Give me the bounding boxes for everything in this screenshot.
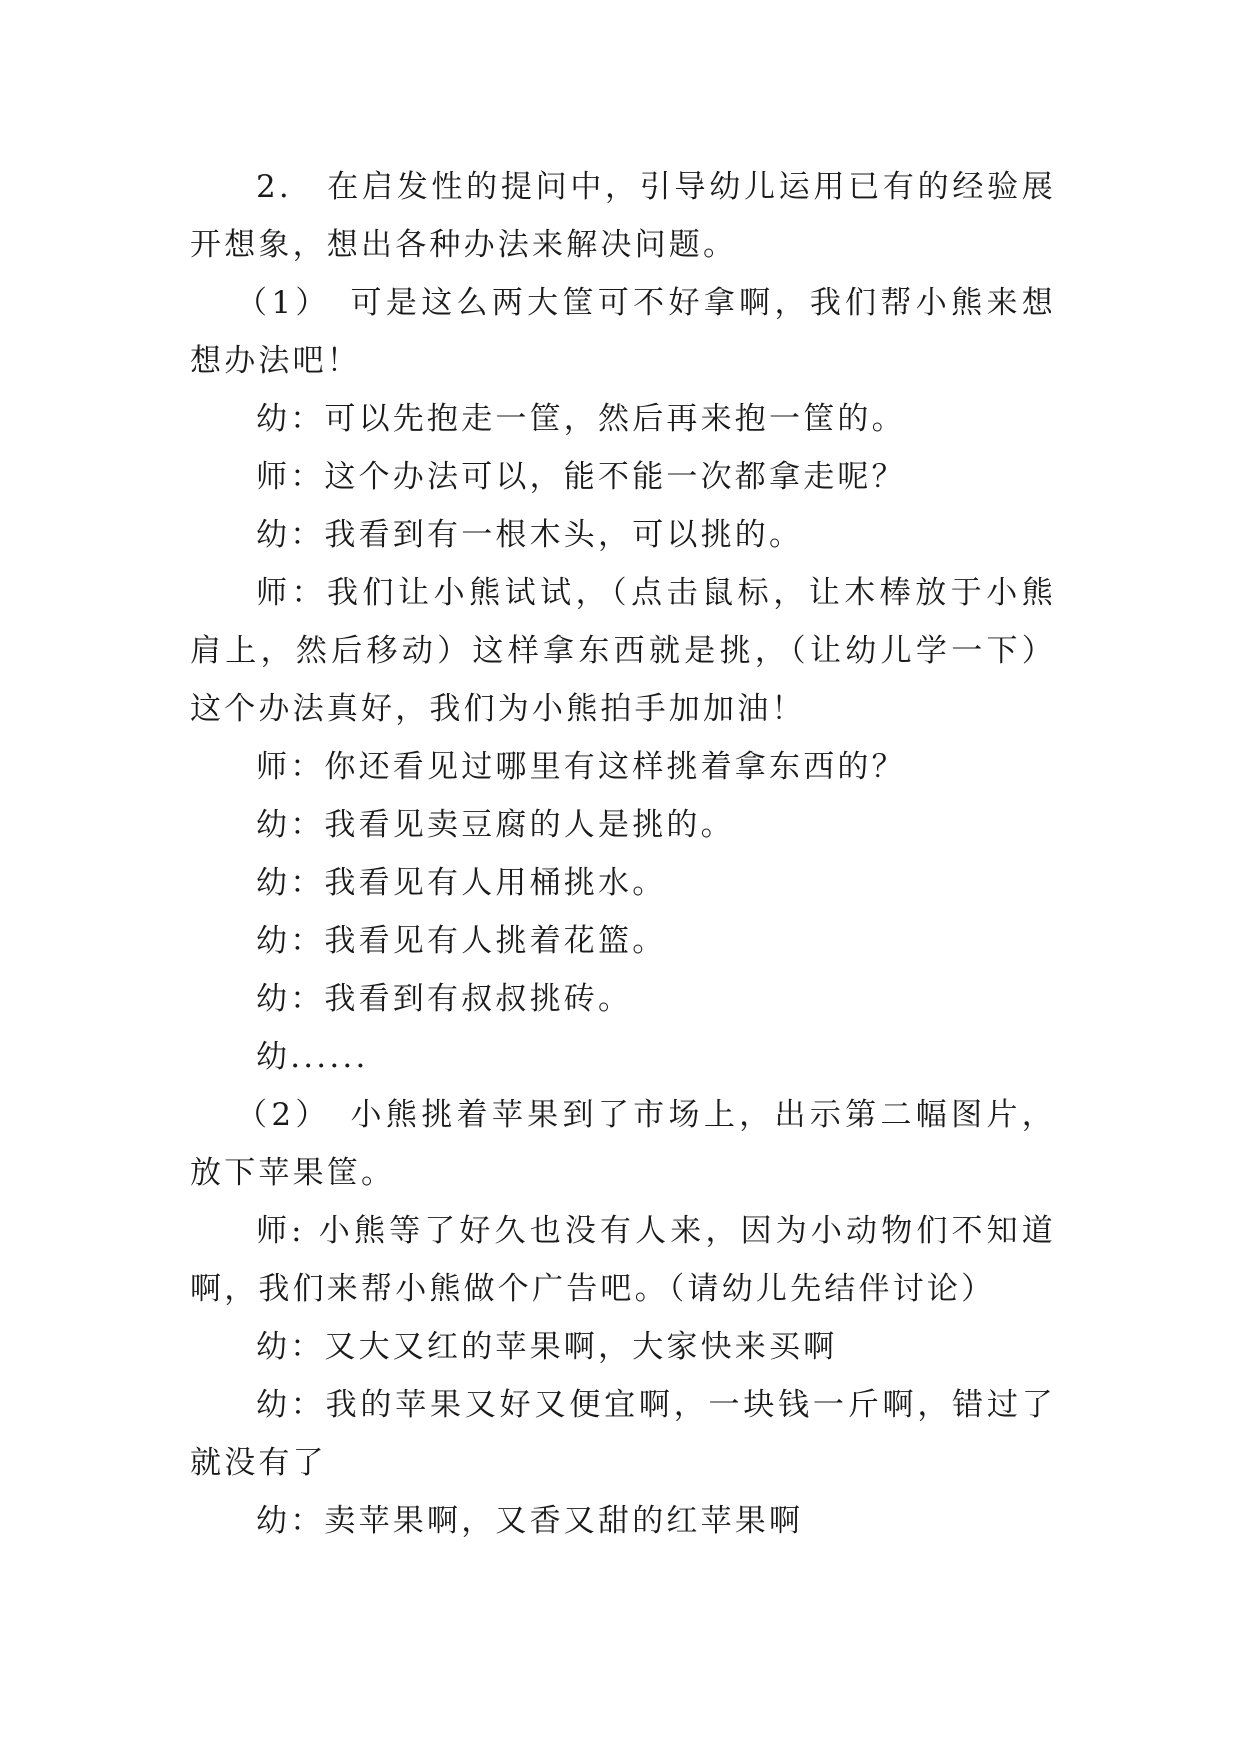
dialog-line: 幼：可以先抱走一筐，然后再来抱一筐的。 xyxy=(256,401,906,437)
document-body xyxy=(190,158,1056,1550)
dialog-line: 幼：我看见有人用桶挑水。 xyxy=(256,865,667,901)
item-2-paragraph: （2） 小熊挑着苹果到了市场上，出示第二幅图片，放下苹果筐。 xyxy=(190,1097,1056,1191)
dialog-line: 幼：我看到有叔叔挑砖。 xyxy=(256,981,633,1017)
section-heading-paragraph: 2. 在启发性的提问中，引导幼儿运用已有的经验展开想象，想出各种办法来解决问题。 xyxy=(190,169,1056,263)
item-1-paragraph: （1） 可是这么两大筐可不好拿啊，我们帮小熊来想想办法吧！ xyxy=(190,285,1056,379)
dialog-line: 幼：卖苹果啊，又香又甜的红苹果啊 xyxy=(256,1503,804,1539)
dialog-line: 幼...... xyxy=(256,1039,369,1075)
dialog-line: 师：我们让小熊试试，（点击鼠标，让木棒放于小熊肩上，然后移动）这样拿东西就是挑，（让幼儿学一下）这个办法真好，我们为小熊拍手加加油！ xyxy=(190,575,1056,727)
dialog-line: 幼：我看到有一根木头，可以挑的。 xyxy=(256,517,804,553)
dialog-line: 幼：我的苹果又好又便宜啊，一块钱一斤啊，错过了就没有了 xyxy=(190,1387,1056,1481)
dialog-line: 幼：我看见卖豆腐的人是挑的。 xyxy=(256,807,735,843)
dialog-line: 幼：又大又红的苹果啊，大家快来买啊 xyxy=(256,1329,838,1365)
dialog-line: 幼：我看见有人挑着花篮。 xyxy=(256,923,667,959)
dialog-line: 师: 小熊等了好久也没有人来，因为小动物们不知道啊，我们来帮小熊做个广告吧。（请幼儿先结伴讨论） xyxy=(190,1213,1056,1307)
dialog-line: 师：这个办法可以，能不能一次都拿走呢？ xyxy=(256,459,906,495)
dialog-line: 师：你还看见过哪里有这样挑着拿东西的？ xyxy=(256,749,906,785)
